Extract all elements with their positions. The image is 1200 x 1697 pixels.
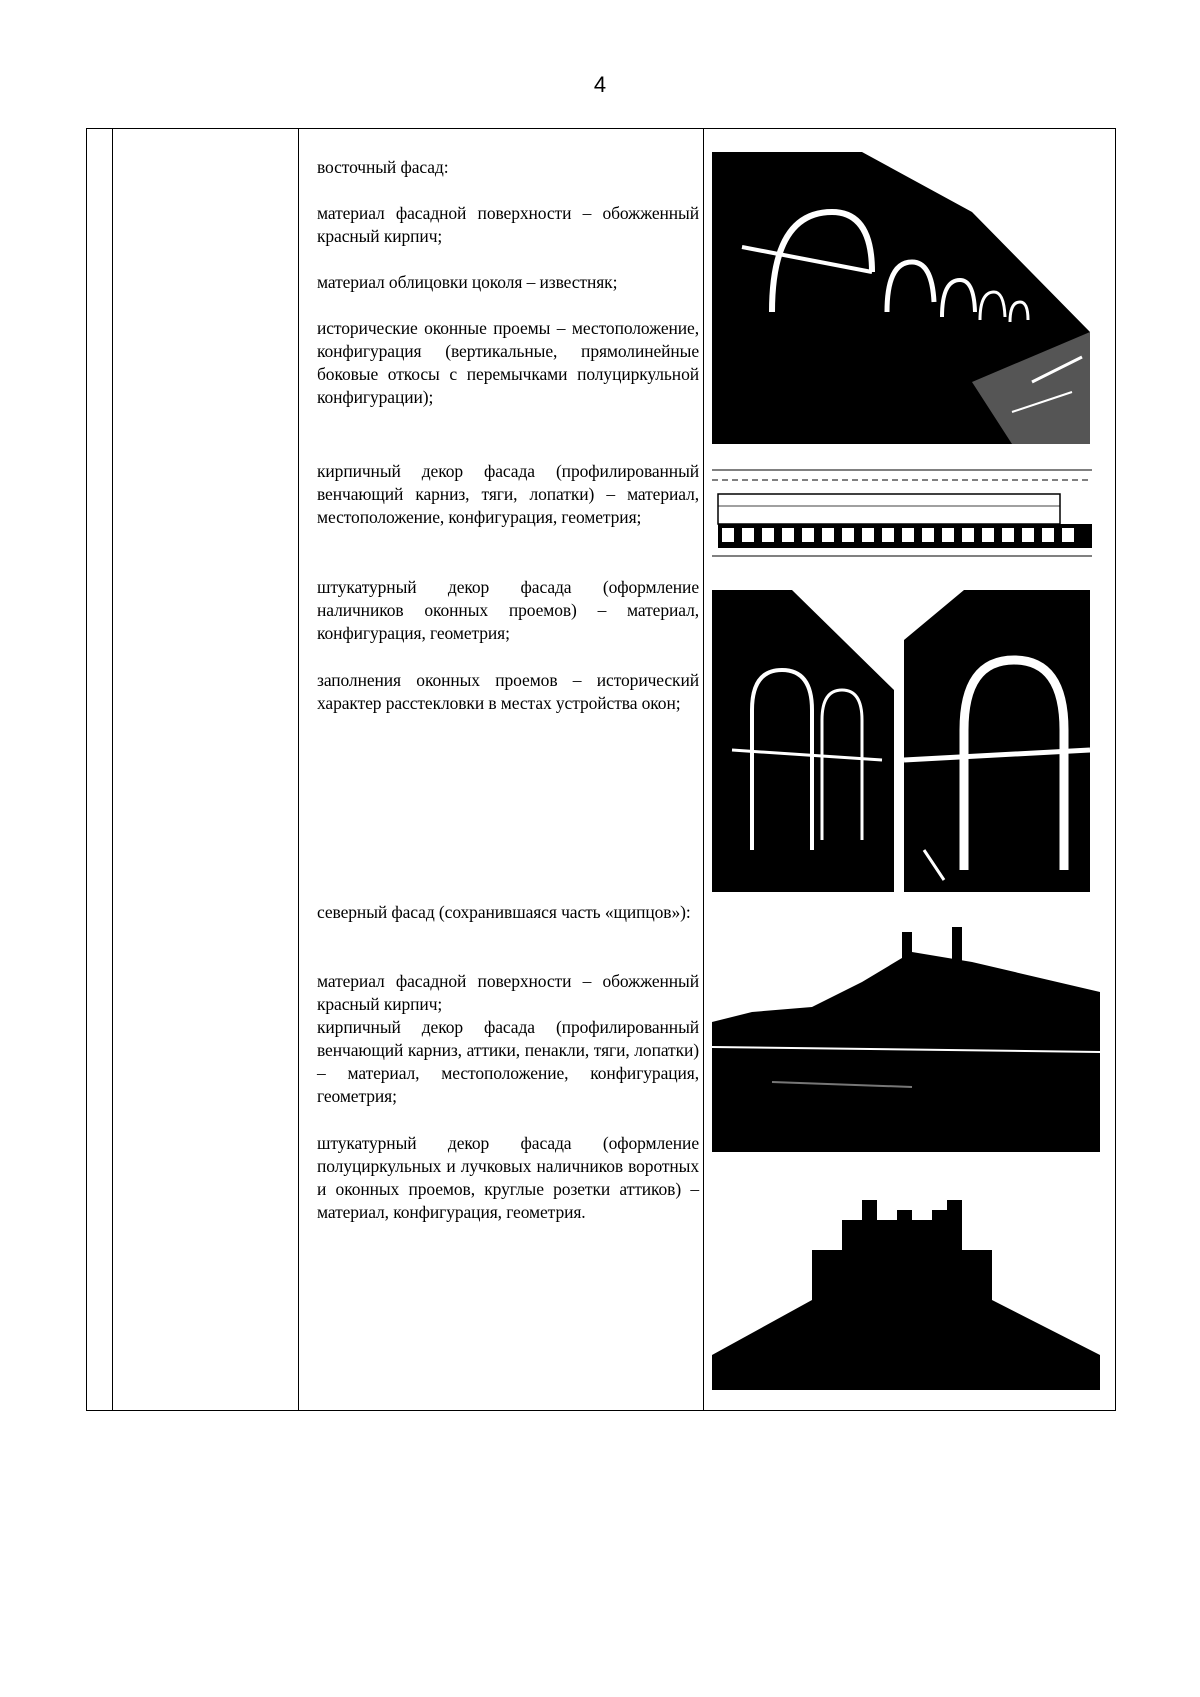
east-plaster-decor: штукатурный декор фасада (оформление наличников оконных проемов) – материал, конфигурация, геометрия; (317, 577, 699, 643)
north-facade-heading: северный фасад (сохранившаяся часть «щипцов»): (317, 902, 691, 922)
north-material-facade: материал фасадной поверхности – обожженный красный кирпич; (317, 971, 699, 1014)
gable-close-photo (712, 1180, 1100, 1390)
column-divider-1 (112, 129, 113, 1410)
east-window-fillings: заполнения оконных проемов – исторический характер расстекловки в местах устройства окон; (317, 670, 699, 713)
arch-detail-photo-right (904, 590, 1090, 892)
east-brick-decor: кирпичный декор фасада (профилированный венчающий карниз, тяги, лопатки) – материал, местоположение, конфигурация, геометрия; (317, 461, 699, 527)
north-brick-decor: кирпичный декор фасада (профилированный венчающий карниз, аттики, пенакли, тяги, лопатки) – материал, местоположение, конфигурация, геометрия; (317, 1017, 699, 1106)
description-column (307, 129, 699, 1410)
column-divider-2 (298, 129, 299, 1410)
north-plaster-decor: штукатурный декор фасада (оформление полуциркульных и лучковых наличников воротных и оконных проемов, круглые розетки аттиков) – материал, конфигурация, геометрия. (317, 1133, 699, 1222)
east-material-plinth: материал облицовки цоколя – известняк; (317, 272, 618, 292)
east-material-facade: материал фасадной поверхности – обожженный красный кирпич; (317, 203, 699, 246)
facade-drawing (712, 466, 1092, 564)
gable-photo (712, 922, 1100, 1152)
east-window-openings: исторические оконные проемы – местоположение, конфигурация (вертикальные, прямолинейные боковые откосы с перемычками полуциркульной конфигурации); (317, 318, 699, 407)
page-number: 4 (593, 72, 607, 97)
arch-detail-photo-left (712, 590, 894, 892)
arcade-photo (712, 152, 1090, 444)
column-divider-3 (703, 129, 704, 1410)
east-facade-heading: восточный фасад: (317, 157, 449, 177)
